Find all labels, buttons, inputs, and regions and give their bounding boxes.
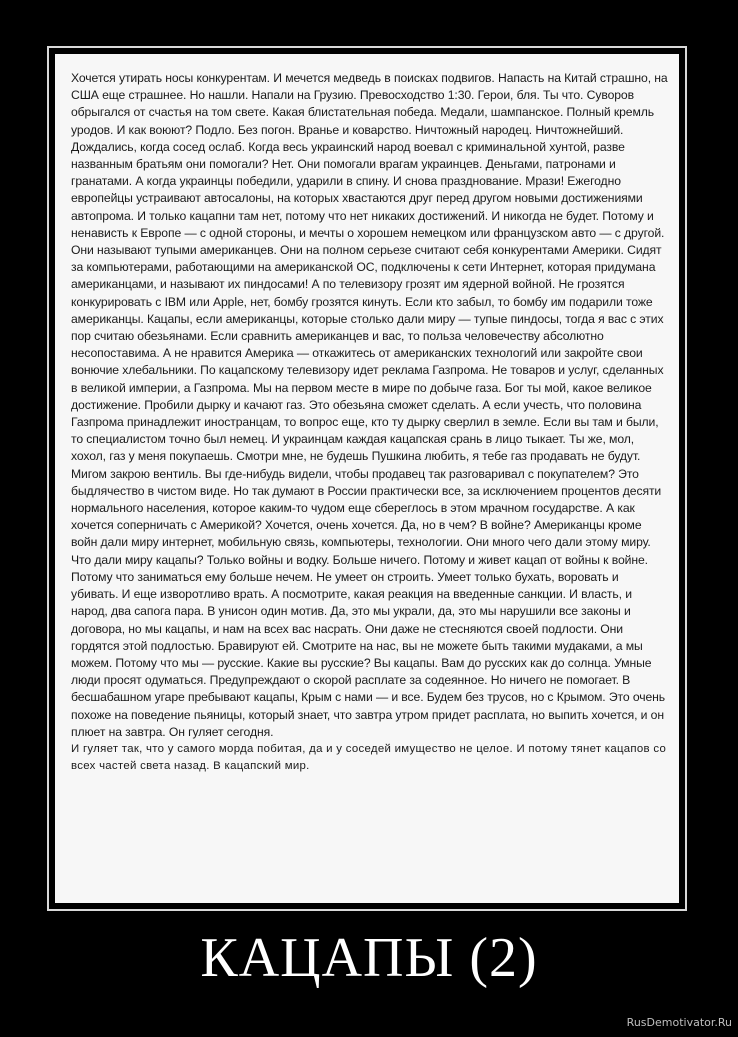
poster-frame <box>47 46 687 911</box>
poster-tail-text: И гуляет так, что у самого морда побитая, да и у соседей имущество не целое. И потому тянет кацапов со всех частей света назад. В кацапский мир. <box>71 742 667 773</box>
demotivator-caption: КАЦАПЫ (2) <box>200 927 538 989</box>
poster-image <box>55 54 679 903</box>
site-watermark: RusDemotivator.Ru <box>626 1016 732 1029</box>
poster-text-block <box>71 70 669 775</box>
poster-body-text: Хочется утирать носы конкурентам. И мечется медведь в поисках подвигов. Напасть на Китай страшно, на США еще страшнее. Но нашли. Напали на Грузию. Превосходство 1:30. Герои, бля. Ты что. Суворов обрыгался от счастья на том свете. Какая блистательная победа. Медали, шампанское. Полный кремль уродов. И как воюют? Подло. Без погон. Вранье и коварство. Ничтожный народец. Ничтожнейший. Дождались, когда сосед ослаб. Когда весь украинский народ воевал с криминальной хунтой, разве названным братьям они помогали? Нет. Они помогали врагам украинцев. Деньгами, патронами и гранатами. А когда украинцы победили, ударили в спину. И снова празднование. Мрази! Ежегодно европейцы устраивают автосалоны, на которых хвастаются друг перед другом новыми достижениями автопрома. И только кацапни там нет, потому что нет никаких достижений. И никогда не будет. Потому и ненависть к Европе — с одной стороны, и мечты о хорошем немецком или французском авто — с другой. Они называют тупыми американцев. Они на полном серьезе считают себя конкурентами Америки. Сидят за компьютерами, работающими на американской ОС, подключены к сети Интернет, которая придумана американцами, и называют их пиндосами! А по телевизору грозят им ядерной войной. Не грозятся конкурировать с IBM или Apple, нет, бомбу грозятся кинуть. Если кто забыл, то бомбу им подарили тоже американцы. Кацапы, если американцы, которые столько дали миру — тупые пиндосы, тогда я вас с этих пор считаю обезьянами. Если сравнить американцев и вас, то польза человечеству абсолютно несопоставима. А не нравится Америка — откажитесь от американских технологий или закройте свои вонючие хлебальники. По кацапскому телевизору идет реклама Газпрома. Не товаров и услуг, сделанных в великой империи, а Газпрома. Мы на первом месте в мире по добыче газа. Бог ты мой, какое великое достижение. Пробили дырку и качают газ. Это обезьяна сможет сделать. А если учесть, что половина Газпрома принадлежит иностранцам, то вопрос еще, кто ту дырку сверлил в земле. Если вы там и были, то специалистом точно был немец. И украинцам каждая кацапская срань в лицо тыкает. Ты же, мол, хохол, газ у меня покупаешь. Смотри мне, не будешь Пушкина любить, я тебе газ продавать не будут. Мигом закрою вентиль. Вы где-нибудь видели, чтобы продавец так разговаривал с покупателем? Это быдлячество в чистом виде. Но так думают в России практически все, за исключением процентов десяти нормального населения, которое каким-то чудом еще сбереглось в этом мрачном государстве. А как хочется соперничать с Америкой? Хочется, очень хочется. Да, но в чем? В войне? Американцы кроме войн дали миру интернет, мобильную связь, компьютеры, технологии. Они много чего дали этому миру. Что дали миру кацапы? Только войны и водку. Больше ничего. Потому и живет кацап от войны к войне. Потому что заниматься ему больше нечем. Не умеет он строить. Умеет только бухать, воровать и убивать. И еще изворотливо врать. А посмотрите, какая реакция на введенные санкции. И власть, и народ, два сапога пара. В унисон один мотив. Да, это мы украли, да, это мы нарушили все законы и договора, но мы кацапы, и нам на всех вас насрать. Они даже не стесняются своей подлости. Они гордятся этой подлостью. Бравируют ей. Смотрите на нас, вы не можете быть такими мудаками, а мы можем. Потому что мы — русские. Какие вы русские? Вы кацапы. Вам до русских как до солнца. Умные люди просят одуматься. Предупреждают о скорой расплате за содеянное. Но ничего не помогает. В бесшабашном угаре пребывают кацапы, Крым с нами — и все. Будем без трусов, но с Крымом. Это очень похоже на поведение пьяницы, который знает, что завтра утром придет расплата, но выпить хочется, и он плюет на завтра. Он гуляет сегодня. <box>71 71 668 739</box>
